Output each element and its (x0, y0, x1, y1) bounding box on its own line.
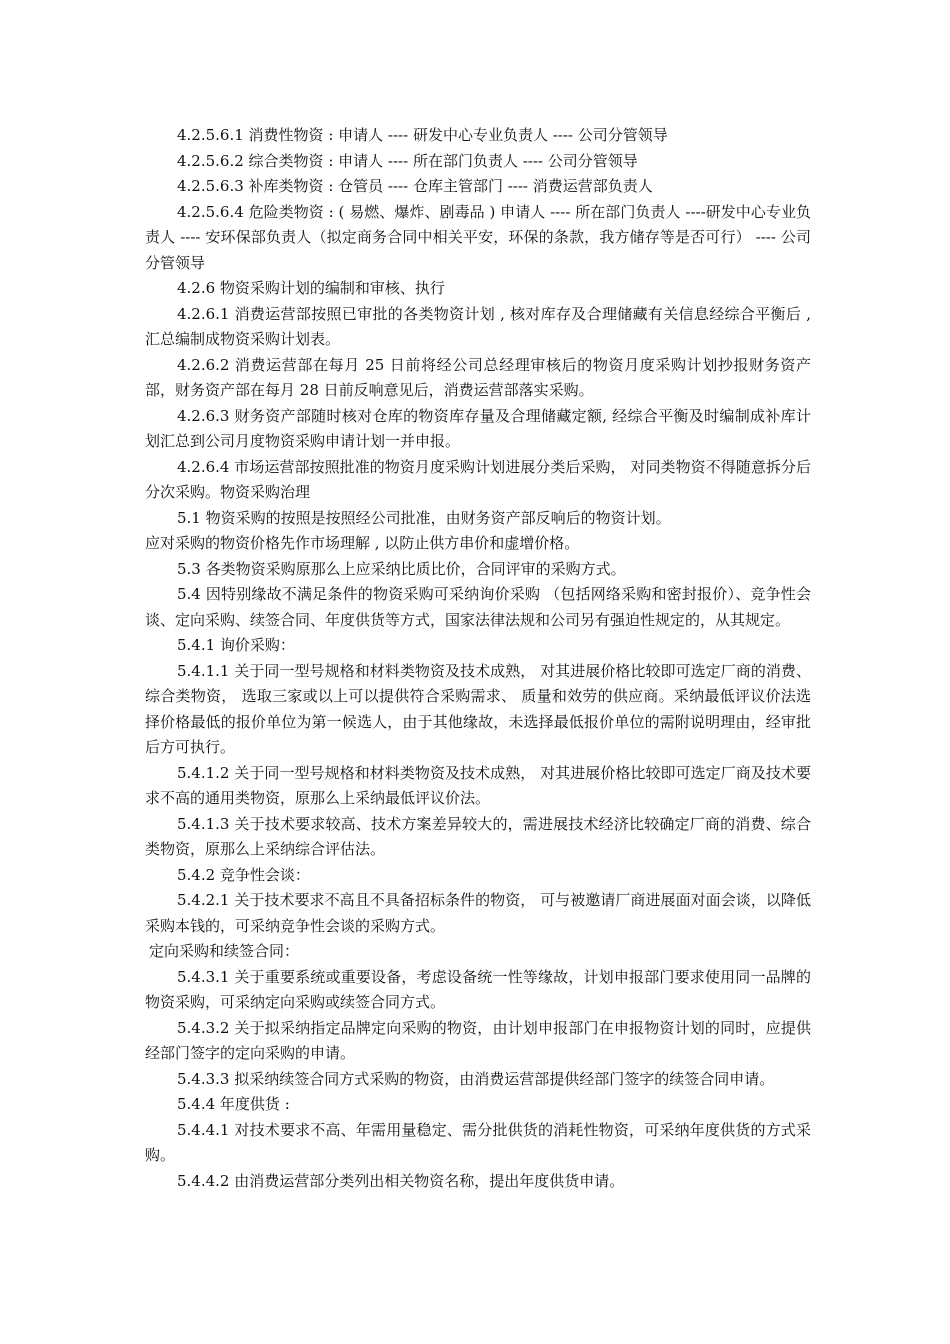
paragraph: 5.4.1.3 关于技术要求较高、技术方案差异较大的，需进展技术经济比较确定厂商的消费、综合类物资，原那么上采纳综合评估法。 (145, 814, 811, 858)
paragraph: 5.4.4.1 对技术要求不高、年需用量稳定、需分批供货的消耗性物资，可采纳年度供货的方式采购。 (145, 1120, 811, 1164)
paragraph: 4.2.5.6.1 消费性物资 : 申请人 ---- 研发中心专业负责人 ---- 公司分管领导 (177, 126, 668, 144)
section-heading: 4.2.6 物资采购计划的编制和审核、执行 (177, 279, 445, 297)
section-heading: 5.4.2 竞争性会谈： (177, 865, 310, 884)
paragraph: 5.1 物资采购的按照是按照经公司批准，由财务资产部反响后的物资计划。 (177, 508, 671, 527)
paragraph: 应对采购的物资价格先作市场理解 , 以防止供方串价和虚增价格。 (145, 534, 580, 552)
paragraph: 5.4.3.3 拟采纳续签合同方式采购的物资，由消费运营部提供经部门签字的续签合同申请。 (177, 1069, 775, 1088)
paragraph: 5.4.3.1 关于重要系统或重要设备，考虑设备统一性等缘故，计划申报部门要求使用同一品牌的物资采购，可采纳定向采购或续签合同方式。 (145, 967, 811, 1011)
section-heading: 5.4.4 年度供货 : (177, 1095, 290, 1113)
paragraph: 4.2.6.4 市场运营部按照批准的物资月度采购计划进展分类后采购， 对同类物资不得随意拆分后分次采购。物资采购治理 (145, 457, 811, 501)
paragraph: 5.4.3.2 关于拟采纳指定品牌定向采购的物资，由计划申报部门在申报物资计划的同时，应提供经部门签字的定向采购的申请。 (145, 1018, 811, 1062)
paragraph: 5.3 各类物资采购原那么上应采纳比质比价，合同评审的采购方式。 (177, 559, 626, 578)
paragraph: 4.2.5.6.4 危险类物资 : ( 易燃、爆炸、剧毒品 ) 申请人 ---- 所在部门负责人 ----研发中心专业负责人 ---- 安环保部负责人（拟定商务合同中相关平安，环保的条款，我方储存等是否可行） ---- 公司分管领导 (145, 202, 811, 272)
paragraph: 4.2.5.6.2 综合类物资 : 申请人 ---- 所在部门负责人 ---- 公司分管领导 (177, 151, 638, 170)
paragraph: 4.2.5.6.3 补库类物资 : 仓管员 ---- 仓库主管部门 ---- 消费运营部负责人 (177, 177, 653, 195)
section-heading: 5.4.1 询价采购： (177, 636, 295, 654)
paragraph: 5.4.2.1 关于技术要求不高且不具备招标条件的物资， 可与被邀请厂商进展面对面会谈，以降低采购本钱的，可采纳竞争性会谈的采购方式。 (145, 891, 811, 935)
paragraph: 4.2.6.1 消费运营部按照已审批的各类物资计划 , 核对库存及合理储藏有关信息经综合平衡后 , 汇总编制成物资采购计划表。 (145, 304, 811, 348)
section-heading: 定向采购和续签合同： (149, 942, 300, 960)
paragraph: 5.4.4.2 由消费运营部分类列出相关物资名称，提出年度供货申请。 (177, 1171, 625, 1190)
paragraph: 5.4.1.1 关于同一型号规格和材料类物资及技术成熟， 对其进展价格比较即可选定厂商的消费、 综合类物资， 选取三家或以上可以提供符合采购需求、 质量和效劳的供应商。采纳最低评议价法选择价格最低的报价单位为第一候选人，由于其他缘故，未选择最低报价单位的需附说明理由，经审批后方可执行。 (145, 661, 811, 756)
paragraph: 4.2.6.3 财务资产部随时核对仓库的物资库存量及合理储藏定额, 经综合平衡及时编制成补库计划汇总到公司月度物资采购申请计划一并申报。 (145, 406, 811, 450)
document-body (145, 123, 811, 1194)
paragraph: 5.4.1.2 关于同一型号规格和材料类物资及技术成熟， 对其进展价格比较即可选定厂商及技术要求不高的通用类物资，原那么上采纳最低评议价法。 (145, 763, 811, 807)
paragraph: 4.2.6.2 消费运营部在每月 25 日前将经公司总经理审核后的物资月度采购计划抄报财务资产部，财务资产部在每月 28 日前反响意见后，消费运营部落实采购。 (145, 355, 811, 399)
paragraph: 5.4 因特别缘故不满足条件的物资采购可采纳询价采购 （包括网络采购和密封报价）、竞争性会谈、定向采购、续签合同、年度供货等方式，国家法律法规和公司另有强迫性规定的，从其规定。 (145, 585, 811, 629)
